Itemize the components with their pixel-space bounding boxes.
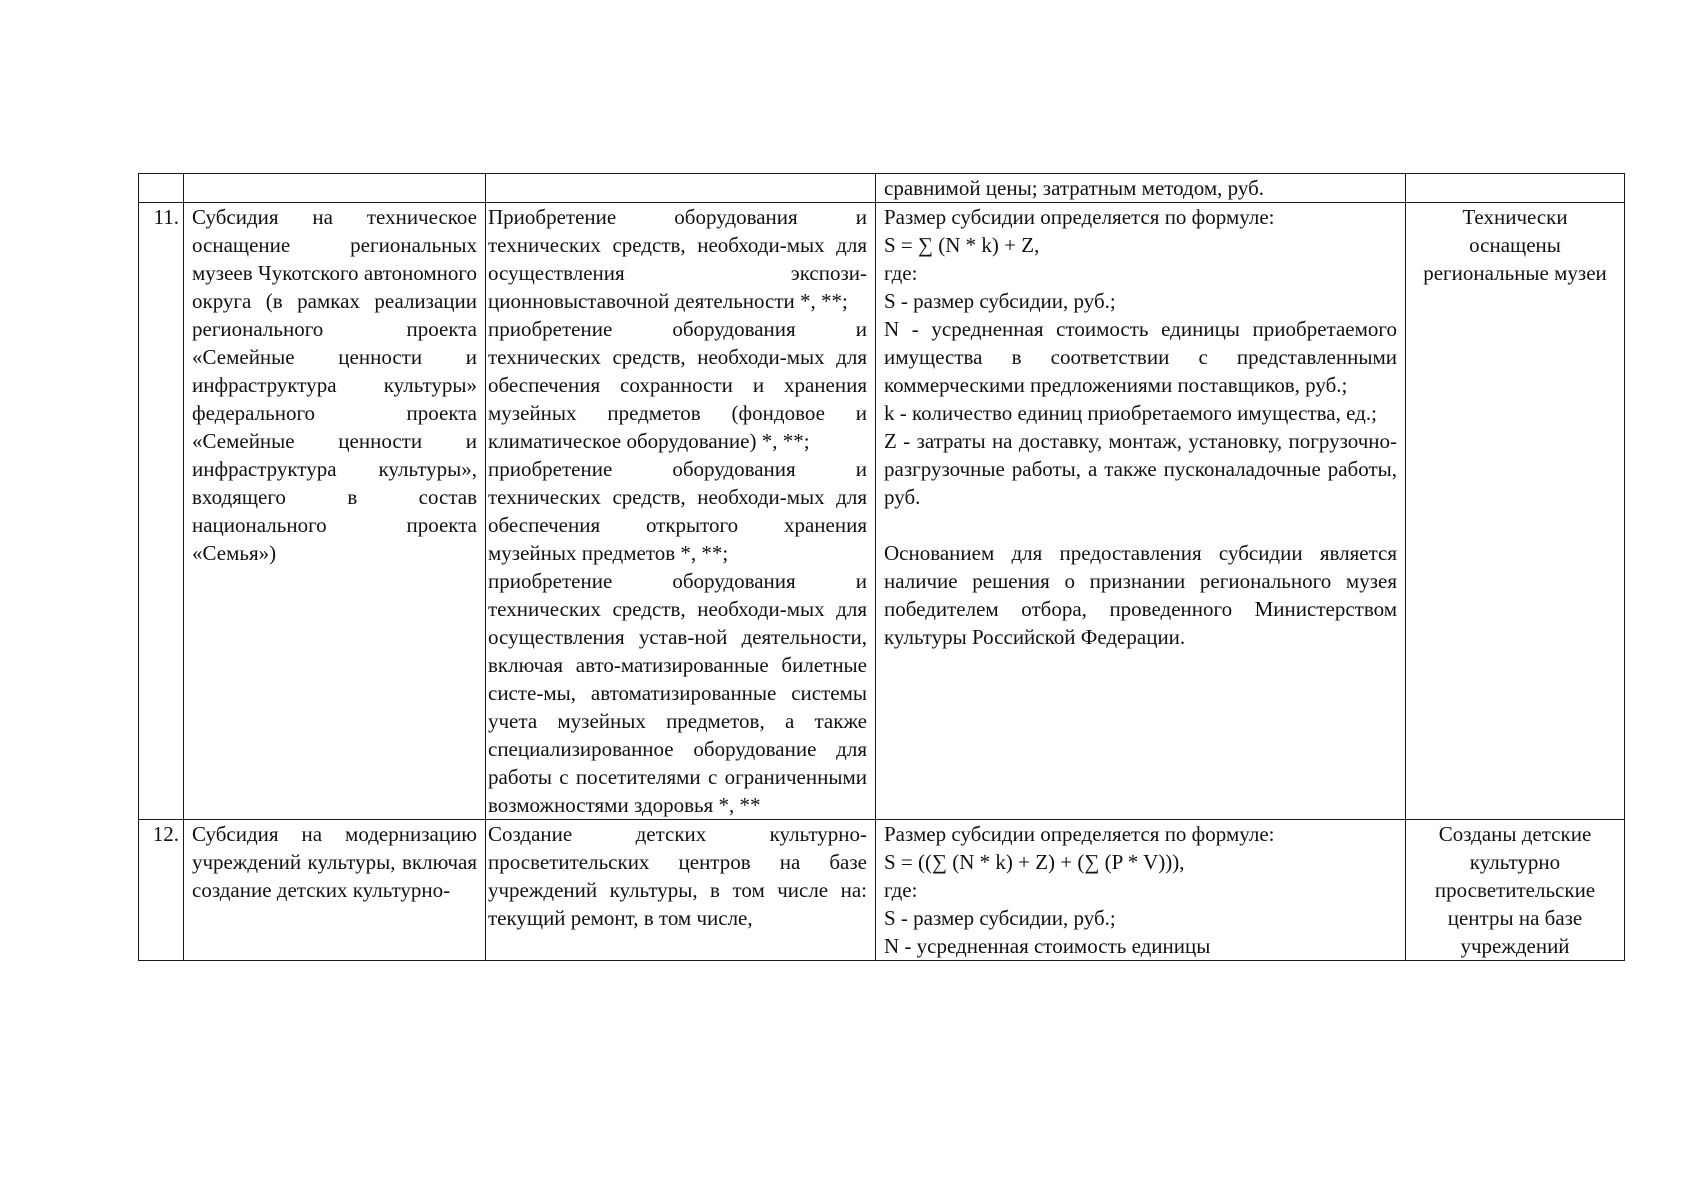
activity-item: приобретение оборудования и технических средств, необходи-мых для обеспечения сохранности и хранения музейных предметов (фондовое и климатическое оборудование) *, **; <box>488 317 867 453</box>
activity-item: Приобретение оборудования и технических средств, необходи-мых для осуществления экспози-ционновыставочной деятельности *, **; <box>488 205 867 313</box>
result-text: Технически оснащены региональные музеи <box>1423 205 1607 285</box>
activities-cell <box>486 174 876 203</box>
table-row-12 <box>139 820 1625 961</box>
formula-cell <box>876 174 1406 203</box>
row-number: 12. <box>152 822 179 846</box>
formula-line: Размер субсидии определяется по формуле: <box>884 822 1275 846</box>
activities-cell <box>486 820 876 961</box>
subsidy-table <box>138 173 1625 961</box>
formula-expression: S = ∑ (N * k) + Z, <box>884 233 1040 257</box>
formula-line: Размер субсидии определяется по формуле: <box>884 205 1275 229</box>
formula-expression: S = ((∑ (N * k) + Z) + (∑ (P * V))), <box>884 850 1185 874</box>
formula-variable: S - размер субсидии, руб.; <box>884 906 1116 930</box>
subsidy-name-cell <box>184 174 486 203</box>
formula-cell <box>876 820 1406 961</box>
result-cell <box>1406 820 1625 961</box>
result-cell <box>1406 203 1625 820</box>
formula-line: где: <box>884 878 918 902</box>
activity-item: приобретение оборудования и технических средств, необходи-мых для обеспечения открытого хранения музейных предметов *, **; <box>488 457 867 565</box>
row-number: 11. <box>153 205 179 229</box>
activity-item: приобретение оборудования и технических средств, необходи-мых для осуществления устав-ной деятельности, включая авто-матизированные билетные систе-мы, автоматизированные системы учета музейных предметов, а также специализированное оборудование для работы с посетителями с ограниченными возможностями здоровья *, ** <box>488 569 867 817</box>
result-text: Созданы детские культурно просветительские центры на базе учреждений <box>1434 822 1596 958</box>
formula-variable: k - количество единиц приобретаемого имущества, ед.; <box>884 401 1377 425</box>
formula-cell <box>876 203 1406 820</box>
subsidy-name: Субсидия на модернизацию учреждений культуры, включая создание детских культурно- <box>192 822 477 902</box>
table-row-continued <box>139 174 1625 203</box>
activities-cell <box>486 203 876 820</box>
formula-basis: Основанием для предоставления субсидии является наличие решения о признании регионального музея победителем отбора, проведенного Министерством культуры Российской Федерации. <box>884 541 1397 649</box>
formula-continued-text: сравнимой цены; затратным методом, руб. <box>884 176 1265 200</box>
row-number-cell <box>139 820 184 961</box>
subsidy-name-cell <box>184 203 486 820</box>
formula-line: где: <box>884 261 918 285</box>
formula-variable: S - размер субсидии, руб.; <box>884 289 1116 313</box>
result-cell <box>1406 174 1625 203</box>
row-number-cell <box>139 203 184 820</box>
subsidy-name-cell <box>184 820 486 961</box>
activity-item: Создание детских культурно-просветительских центров на базе учреждений культуры, в том числе на: текущий ремонт, в том числе, <box>488 822 867 930</box>
formula-variable: N - усредненная стоимость единицы приобретаемого имущества в соответствии с представленными коммерческими предложениями поставщиков, руб.; <box>884 317 1397 397</box>
table-row-11 <box>139 203 1625 820</box>
formula-variable: N - усредненная стоимость единицы <box>884 934 1211 958</box>
row-number-cell <box>139 174 184 203</box>
formula-variable: Z - затраты на доставку, монтаж, установку, погрузочно-разгрузочные работы, а также пусконаладочные работы, руб. <box>884 429 1397 509</box>
subsidy-name: Субсидия на техническое оснащение региональных музеев Чукотского автономного округа (в рамках реализации регионального проекта «Семейные ценности и инфраструктура культуры» федерального проекта «Семейные ценности и инфраструктура культуры», входящего в состав национального проекта «Семья») <box>192 205 477 565</box>
paragraph-gap <box>884 511 1397 539</box>
